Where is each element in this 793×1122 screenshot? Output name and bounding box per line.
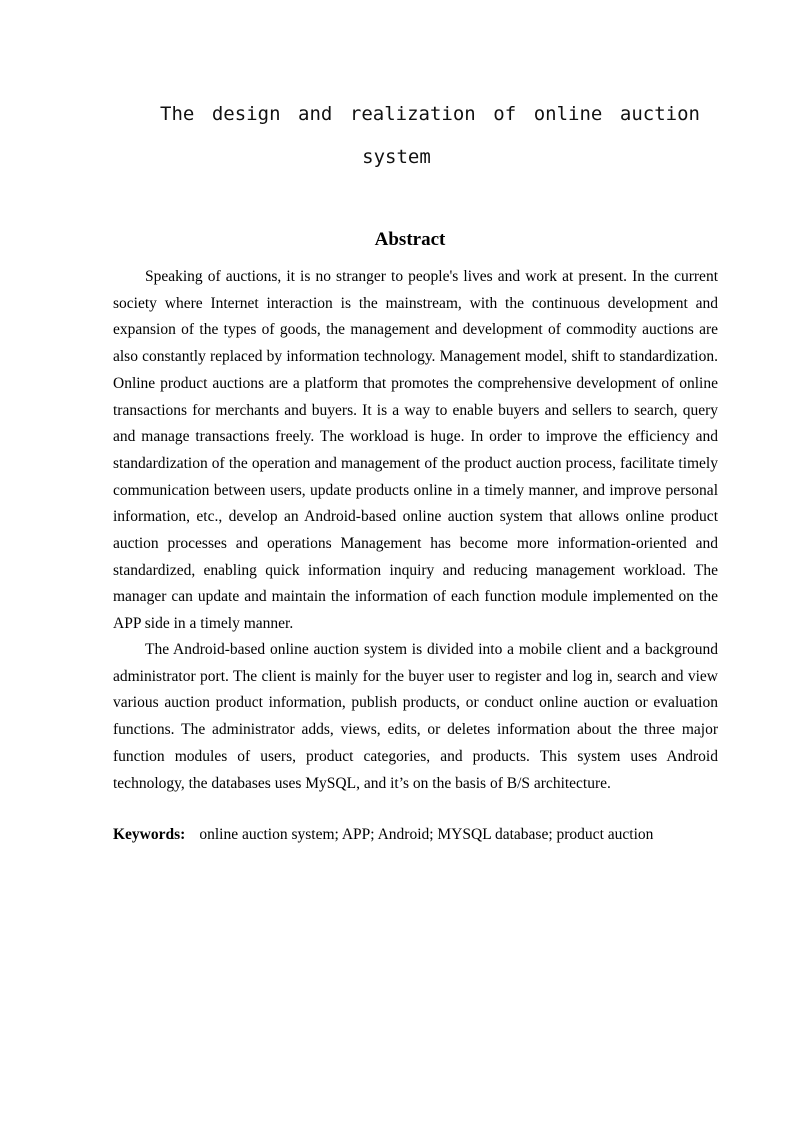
abstract-heading: Abstract [374, 229, 446, 250]
keywords-list: online auction system; APP; Android; MYSQL database; product auction [199, 826, 654, 843]
document-title: The design and realization of online auction [160, 103, 700, 125]
keywords-label: Keywords: [113, 826, 186, 843]
abstract-paragraph-2 [113, 637, 718, 797]
keywords-line [113, 824, 718, 846]
paragraph-text: Speaking of auctions, it is no stranger to people's lives and work at present. In the current society where Internet interaction is the mainstream, with the continuous development and expansion of the types of goods, the management and development of commodity auctions are also constantly replaced by information technology. Management model, shift to standardization. Online product auctions are a platform that promotes the comprehensive development of online transactions for merchants and buyers. It is a way to enable buyers and sellers to search, query and manage transactions freely. The workload is huge. In order to improve the efficiency and standardization of the operation and management of the product auction process, facilitate timely communication between users, update products online in a timely manner, and improve personal information, etc., develop an Android-based online auction system that allows online product auction processes and operations Management has become more information-oriented and standardized, enabling quick information inquiry and reducing management workload. The manager can update and maintain the information of each function module implemented on the APP side in a timely manner. [113, 268, 718, 633]
paragraph-text: The Android-based online auction system is divided into a mobile client and a background administrator port. The client is mainly for the buyer user to register and log in, search and view various auction product information, publish products, or conduct online auction or evaluation functions. The administrator adds, views, edits, or deletes information about the three major function modules of users, product categories, and products. This system uses Android technology, the databases uses MySQL, and it’s on the basis of B/S architecture. [113, 641, 718, 792]
abstract-paragraph-1 [113, 264, 718, 638]
document-title-continued: system [362, 146, 431, 168]
